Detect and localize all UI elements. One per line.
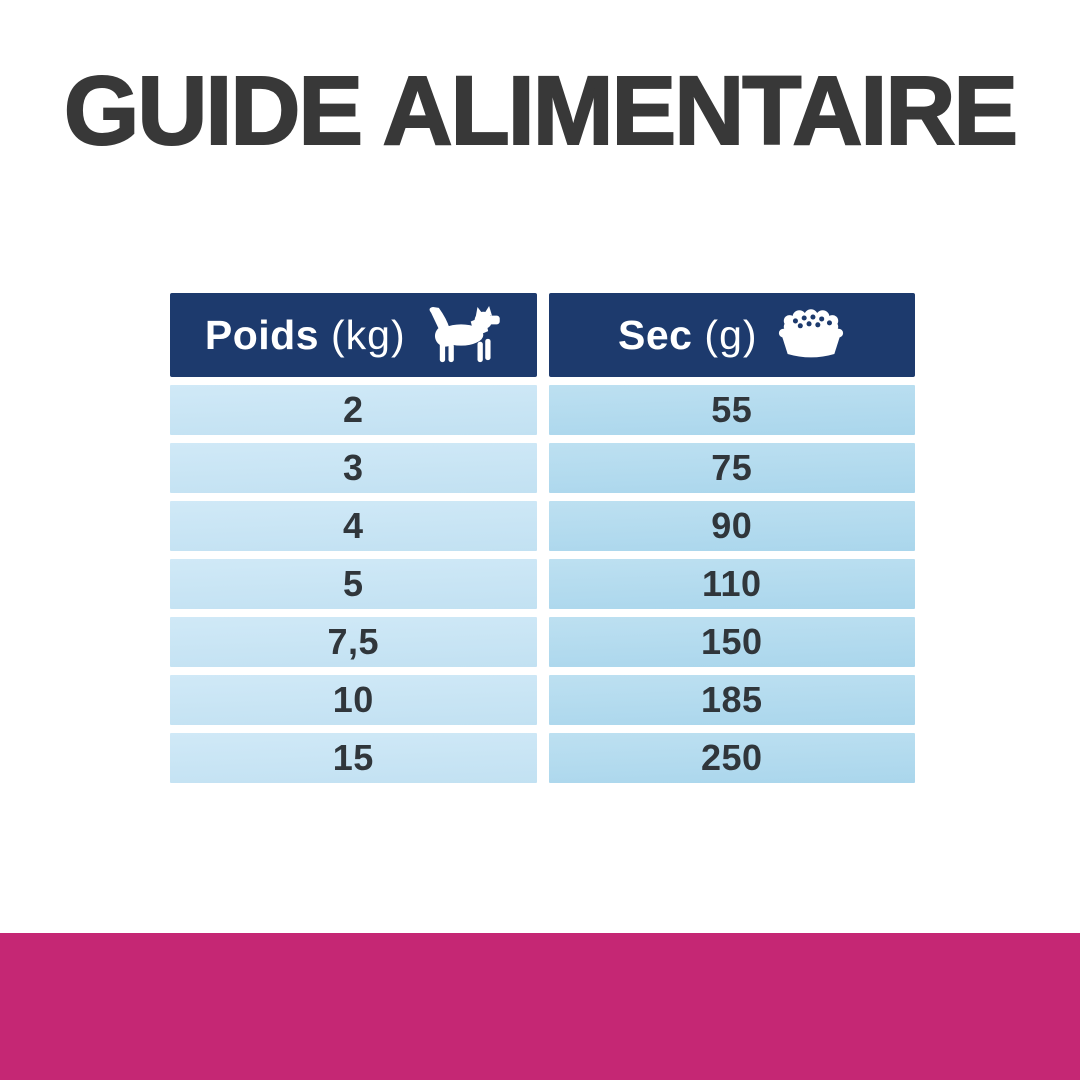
table-cell-sec-5: 185 [549,675,916,725]
table-cell-sec-2: 90 [549,501,916,551]
table-cell-sec-3: 110 [549,559,916,609]
table-cell-sec-6: 250 [549,733,916,783]
table-cell-sec-0: 55 [549,385,916,435]
dog-icon [424,306,502,364]
column-header-poids [170,293,537,377]
table-cell-poids-4: 7,5 [170,617,537,667]
table-cell-sec-1: 75 [549,443,916,493]
table-cell-poids-5: 10 [170,675,537,725]
table-column-poids [170,293,537,783]
page-title: GUIDE ALIMENTAIRE [63,56,1017,165]
brand-accent-bar [0,933,1080,1080]
column-label-sec: Sec [617,311,693,358]
table-cell-poids-1: 3 [170,443,537,493]
feeding-guide-table [170,293,915,783]
table-cell-poids-6: 15 [170,733,537,783]
table-cell-sec-4: 150 [549,617,916,667]
table-cell-poids-2: 4 [170,501,537,551]
bowl-icon [776,309,846,362]
column-header-sec [549,293,916,377]
table-column-sec [549,293,916,783]
column-unit-sec: (g) [704,311,758,358]
column-label-poids: Poids [204,311,320,358]
column-unit-poids: (kg) [331,311,406,358]
table-cell-poids-0: 2 [170,385,537,435]
table-cell-poids-3: 5 [170,559,537,609]
